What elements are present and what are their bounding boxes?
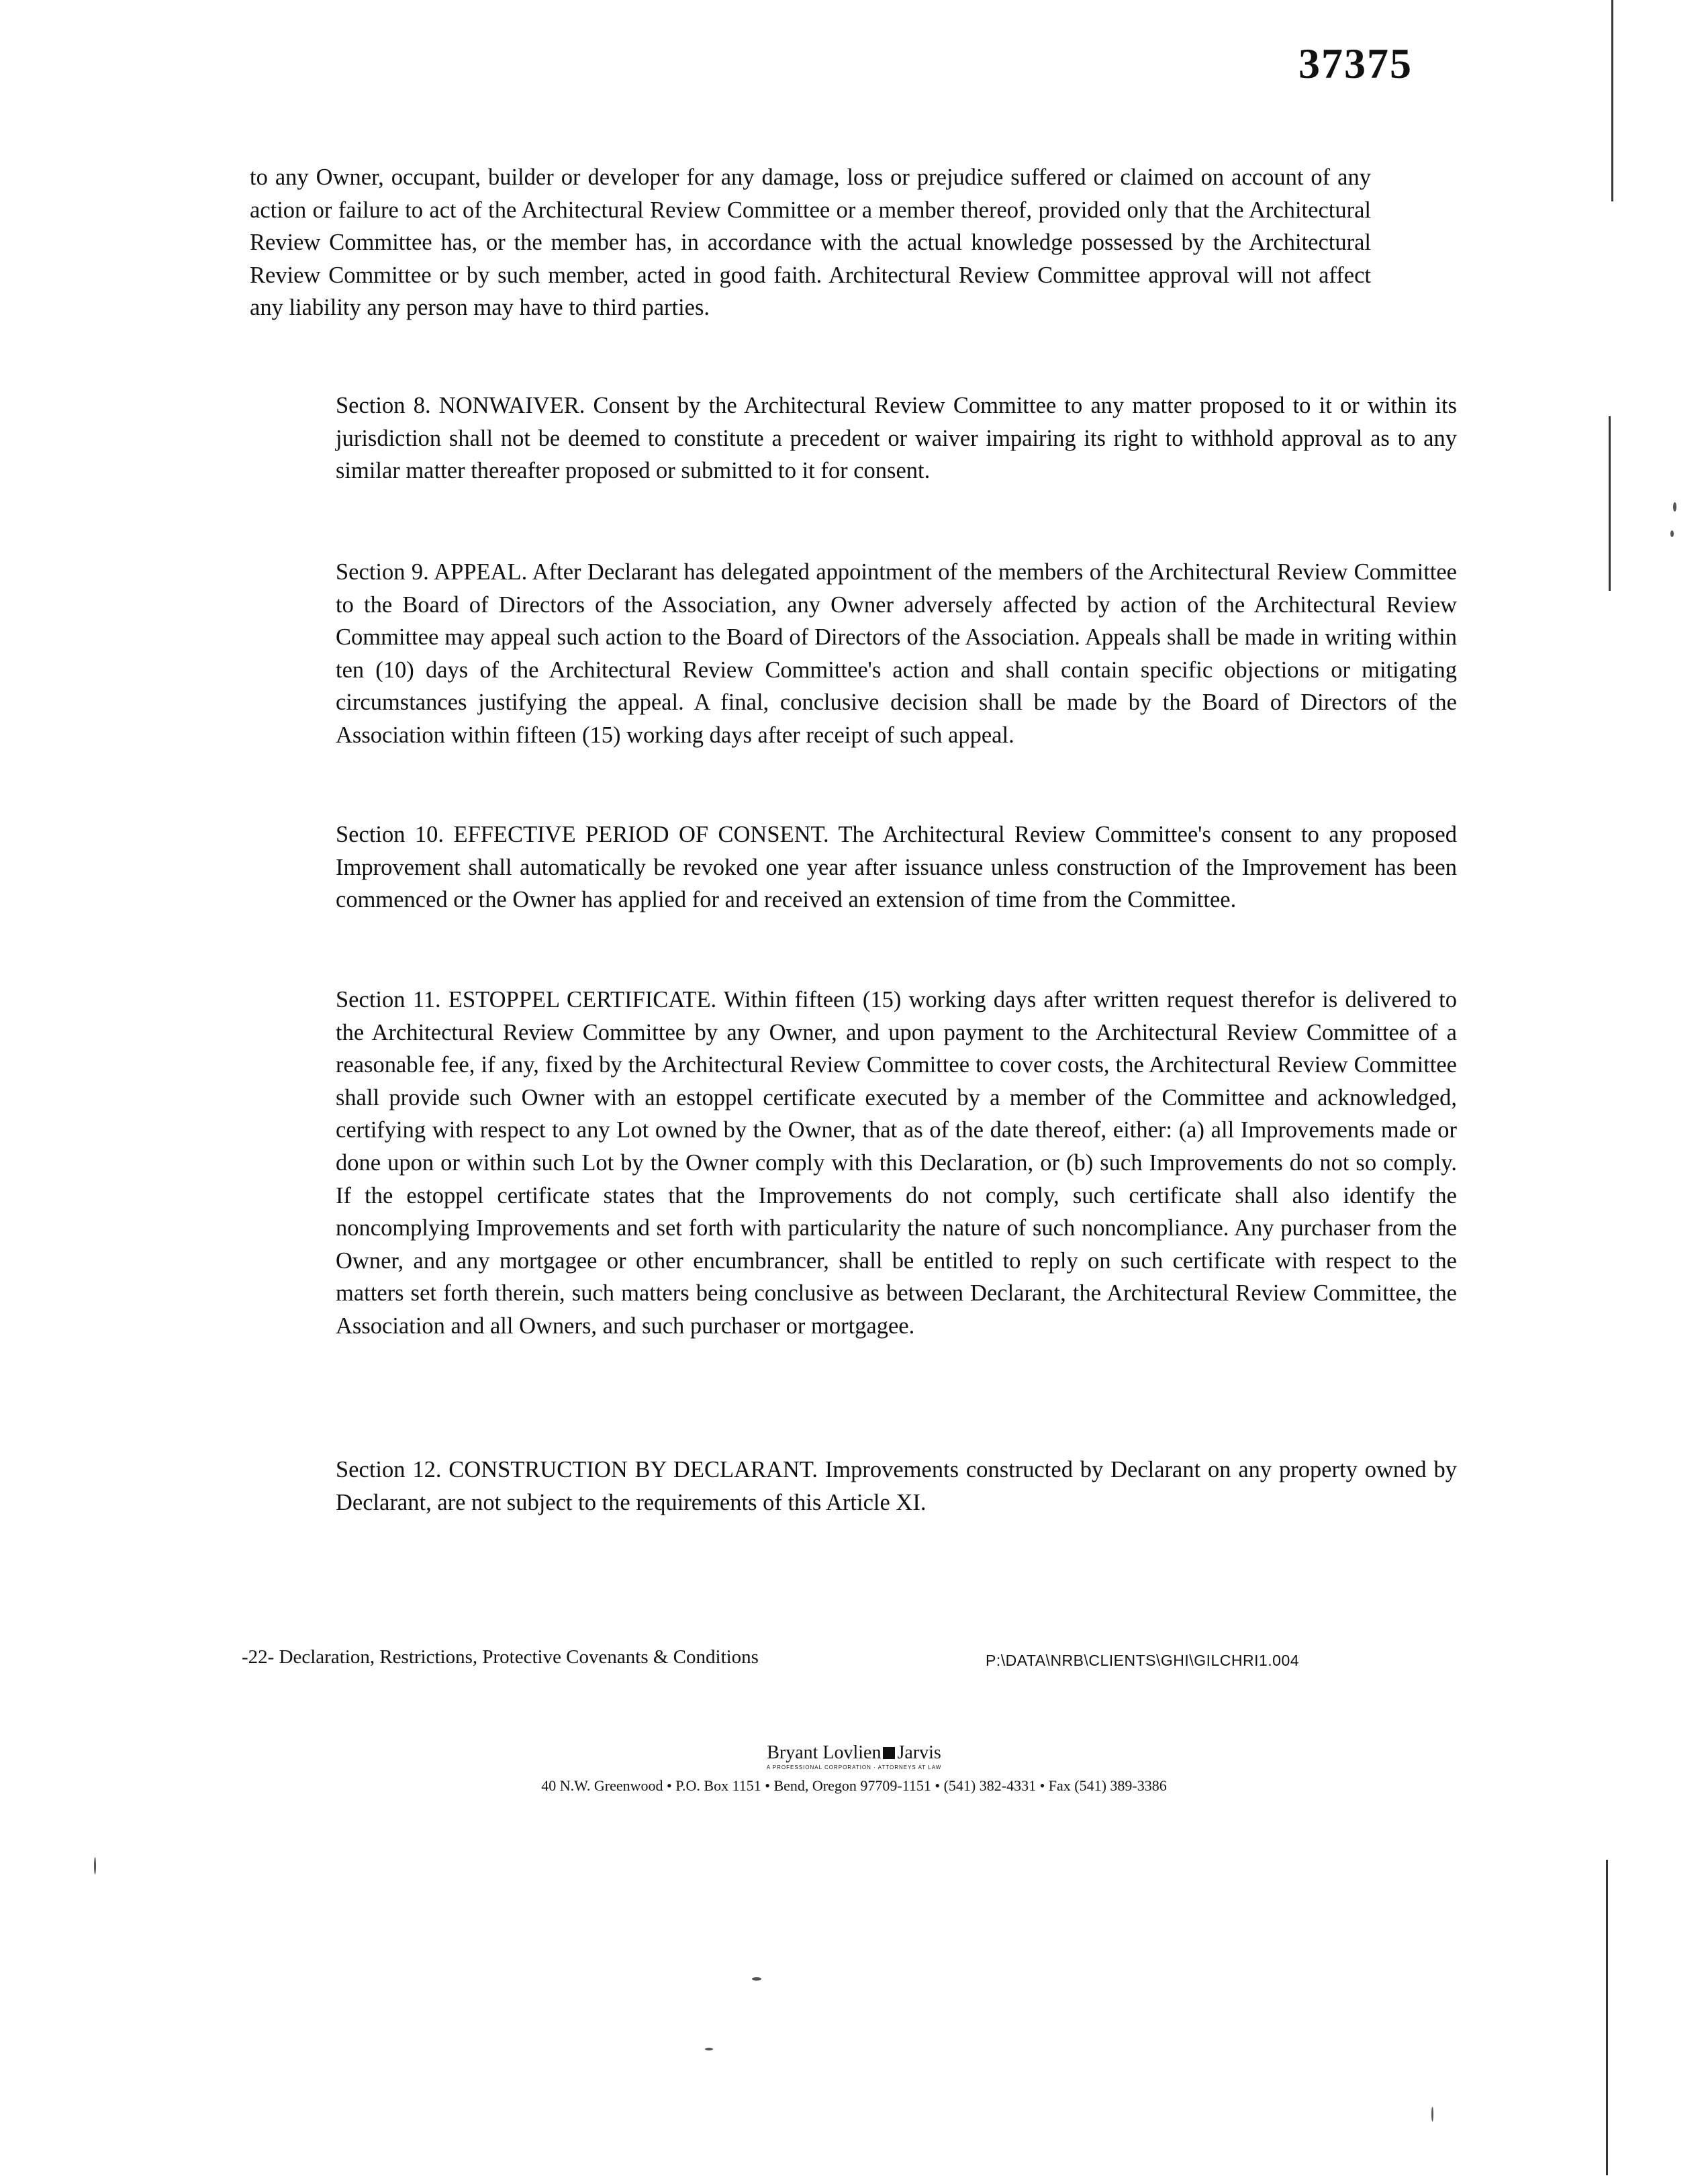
firm-name-right: Jarvis (897, 1742, 941, 1763)
scan-edge-line (1606, 1860, 1608, 2175)
scan-edge-line (1611, 0, 1613, 201)
paragraph-continuation: to any Owner, occupant, builder or developer for any damage, loss or prejudice suffered or claimed on account of any action or failure to act of the Architectural Review Committee or a member thereof, provided only that the Architectural Review Committee has, or the member has, in accordance with the actual knowledge possessed by the Architectural Review Committee or by such member, acted in good faith. Architectural Review Committee approval will not affect any liability any person may have to third parties. (250, 164, 1371, 321)
section-11-estoppel-certificate: Section 11. ESTOPPEL CERTIFICATE. Within fifteen (15) working days after written request therefor is delivered to the Architectural Review Committee by any Owner, and upon payment to the Architectural Review Committee of a reasonable fee, if any, fixed by the Architectural Review Committee to cover costs, the Architectural Review Committee shall provide such Owner with an estoppel certificate executed by a member of the Committee and acknowledged, certifying with respect to any Lot owned by the Owner, that as of the date thereof, either: (a) all Improvements made or done upon or within such Lot by the Owner comply with this Declaration, or (b) such Improvements do not so comply. If the estoppel certificate states that the Improvements do not comply, such certificate shall also identify the noncomplying Improvements and set forth with particularity the nature of such noncompliance. Any purchaser from the Owner, and any mortgagee or other encumbrancer, shall be entitled to reply on such certificate with respect to the matters set forth therein, such matters being conclusive as between Declarant, the Architectural Review Committee, the Association and all Owners, and such purchaser or mortgagee. (336, 987, 1457, 1339)
page-number: 37375 (1298, 40, 1413, 87)
scan-speck (1673, 502, 1676, 512)
section-9-appeal: Section 9. APPEAL. After Declarant has delegated appointment of the members of the Architectural Review Committee to the Board of Directors of the Association, any Owner adversely affected by action of the Architectural Review Committee may appeal such action to the Board of Directors of the Association. Appeals shall be made in writing within ten (10) days of the Architectural Review Committee's action and shall contain specific objections or mitigating circumstances justifying the appeal. A final, conclusive decision shall be made by the Board of Directors of the Association within fifteen (15) working days after receipt of such appeal. (336, 559, 1457, 748)
law-firm-logo (0, 1742, 1708, 1764)
footer-file-path: P:\DATA\NRB\CLIENTS\GHI\GILCHRI1.004 (986, 1652, 1300, 1669)
scan-speck (705, 2048, 713, 2050)
scan-speck (752, 1977, 761, 1981)
firm-name-left: Bryant Lovlien (767, 1742, 882, 1763)
firm-address: 40 N.W. Greenwood • P.O. Box 1151 • Bend, Oregon 97709-1151 • (541) 382-4331 • Fax (541) 389-3386 (541, 1777, 1167, 1794)
footer-document-title: -22- Declaration, Restrictions, Protective Covenants & Conditions (242, 1646, 759, 1668)
section-8-nonwaiver: Section 8. NONWAIVER. Consent by the Architectural Review Committee to any matter proposed to it or within its jurisdiction shall not be deemed to constitute a precedent or waiver impairing its right to withhold approval as to any similar matter thereafter proposed or submitted to it for consent. (336, 393, 1457, 484)
scan-speck (1431, 2107, 1433, 2122)
square-bullet-icon (883, 1747, 895, 1759)
firm-subtitle: A PROFESSIONAL CORPORATION · ATTORNEYS AT LAW (766, 1764, 942, 1770)
scan-speck (94, 1857, 96, 1875)
section-10-effective-period: Section 10. EFFECTIVE PERIOD OF CONSENT. The Architectural Review Committee's consent to any proposed Improvement shall automatically be revoked one year after issuance unless construction of the Improvement has been commenced or the Owner has applied for and received an extension of time from the Committee. (336, 822, 1457, 913)
scan-edge-line (1609, 416, 1611, 591)
scan-speck (1670, 530, 1674, 537)
section-12-construction-by-declarant: Section 12. CONSTRUCTION BY DECLARANT. Improvements constructed by Declarant on any property owned by Declarant, are not subject to the requirements of this Article XI. (336, 1457, 1457, 1515)
